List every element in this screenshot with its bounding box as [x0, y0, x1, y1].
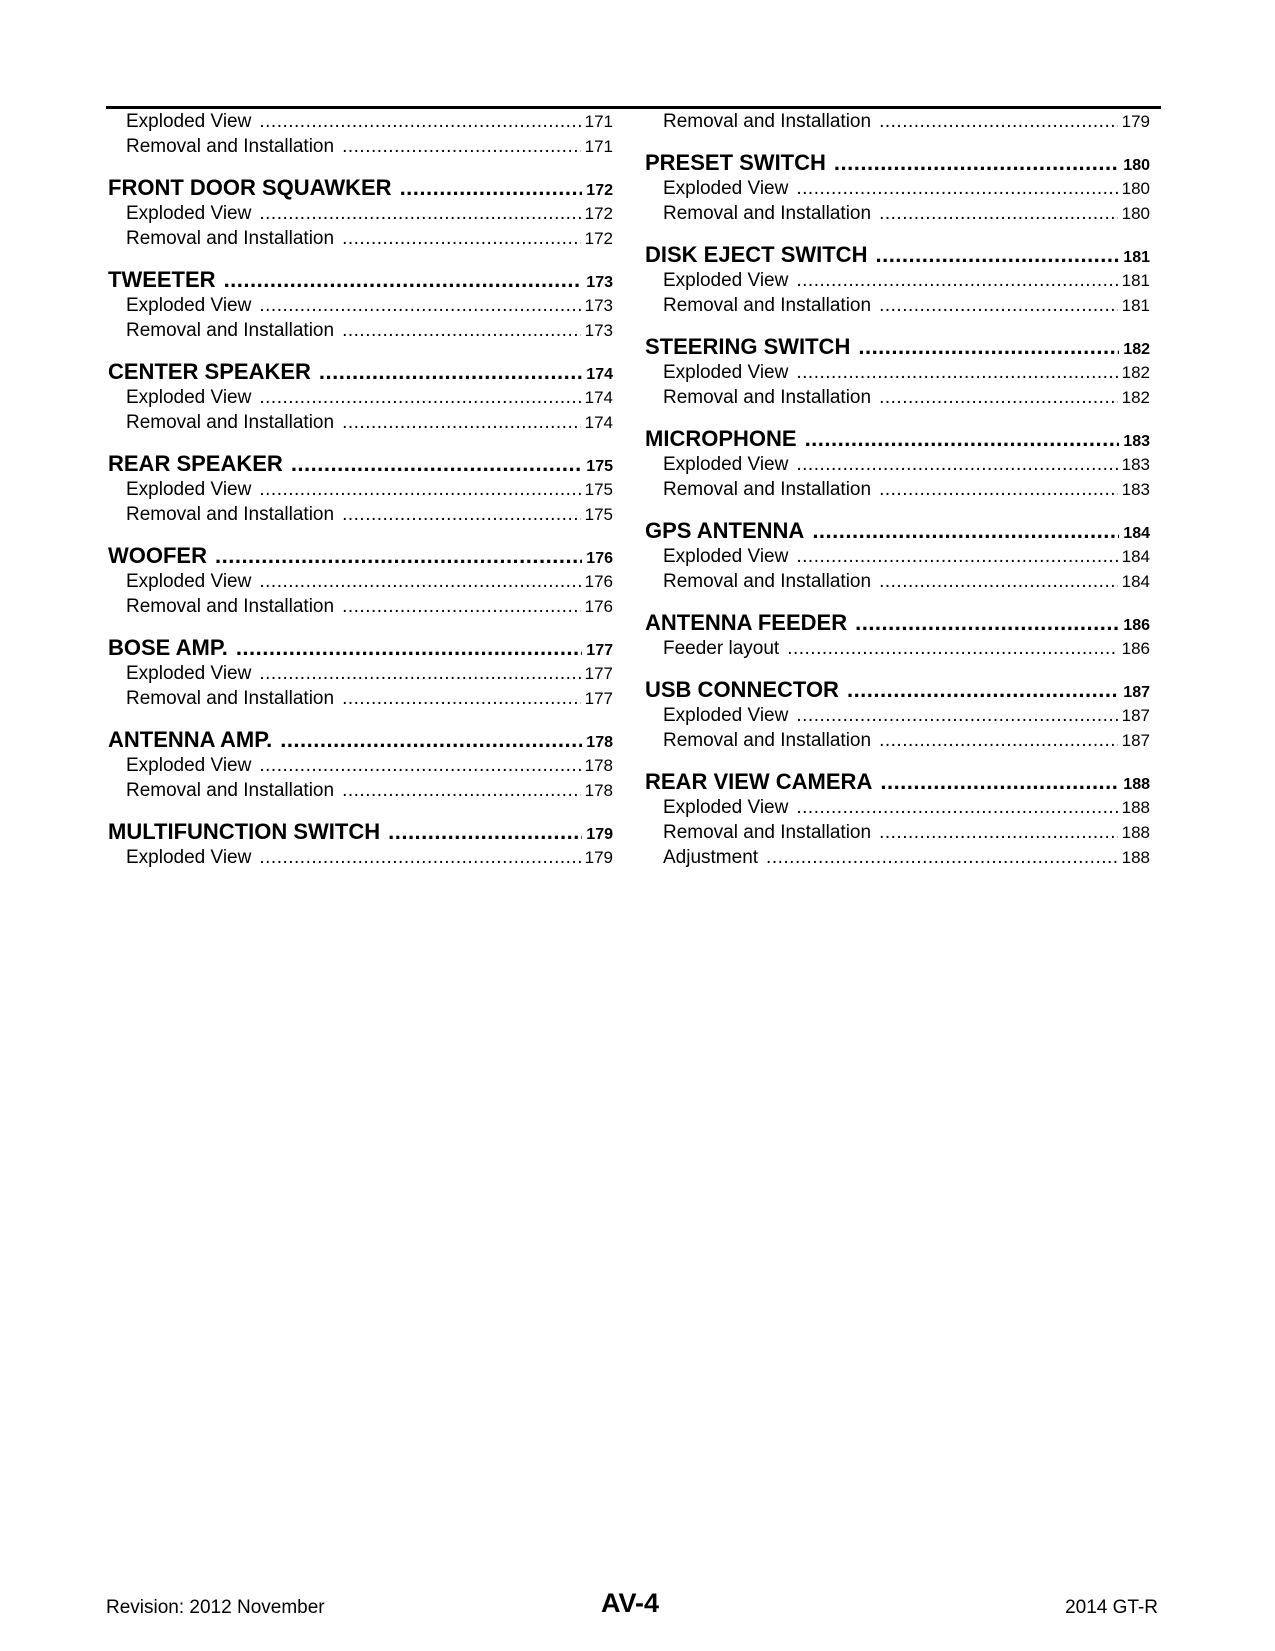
toc-page-number: 172 [584, 229, 613, 248]
toc-entry-title: FRONT DOOR SQUAWKER [108, 175, 392, 200]
toc-page-number: 187 [1123, 684, 1150, 701]
toc-section-heading[interactable] [645, 334, 1150, 360]
toc-section-heading[interactable] [108, 819, 613, 845]
toc-subentry[interactable] [645, 293, 1150, 318]
toc-page-number: 188 [1121, 798, 1150, 817]
toc-page-number: 178 [584, 756, 613, 775]
toc-page-number: 175 [584, 480, 613, 499]
dot-leader [805, 426, 1120, 452]
toc-entry-title: Exploded View [126, 111, 252, 132]
toc-page-number: 179 [1121, 112, 1150, 131]
toc-entry-title: Removal and Installation [663, 295, 872, 316]
toc-section-heading[interactable] [645, 677, 1150, 703]
toc-subentry[interactable] [645, 201, 1150, 226]
toc-entry-title: USB CONNECTOR [645, 677, 839, 702]
dot-leader [342, 318, 581, 343]
dot-leader [796, 544, 1117, 569]
dot-leader [319, 359, 582, 385]
toc-entry-title: Removal and Installation [663, 111, 872, 132]
toc-entry-title: Removal and Installation [663, 730, 872, 751]
toc-page-number: 175 [584, 505, 613, 524]
toc-page-number: 175 [586, 458, 613, 475]
toc-subentry[interactable] [108, 477, 613, 502]
toc-page-number: 180 [1123, 157, 1150, 174]
toc-section-heading[interactable] [645, 769, 1150, 795]
toc-subentry[interactable] [108, 753, 613, 778]
toc-entry-title: ANTENNA FEEDER [645, 610, 848, 635]
toc-entry-title: Exploded View [126, 387, 252, 408]
toc-page-number: 184 [1121, 572, 1150, 591]
dot-leader [259, 477, 580, 502]
toc-subentry[interactable] [108, 410, 613, 435]
toc-subentry[interactable] [108, 594, 613, 619]
dot-leader [879, 728, 1118, 753]
toc-entry-title: ANTENNA AMP. [108, 727, 273, 752]
dot-leader [342, 226, 581, 251]
toc-page-number: 183 [1121, 480, 1150, 499]
toc-entry-title: Adjustment [663, 847, 759, 868]
toc-entry-title: BOSE AMP. [108, 635, 228, 660]
toc-entry-title: Exploded View [663, 797, 789, 818]
toc-subentry[interactable] [645, 820, 1150, 845]
toc-entry-title: MULTIFUNCTION SWITCH [108, 819, 381, 844]
toc-page-number: 173 [586, 274, 613, 291]
dot-leader [388, 819, 582, 845]
toc-page-number: 173 [584, 321, 613, 340]
toc-subentry[interactable] [645, 703, 1150, 728]
toc-subentry[interactable] [645, 176, 1150, 201]
toc-entry-title: Removal and Installation [126, 136, 335, 157]
dot-leader [796, 703, 1117, 728]
dot-leader [847, 677, 1119, 703]
toc-subentry[interactable] [108, 109, 613, 134]
toc-section-heading[interactable] [645, 518, 1150, 544]
dot-leader [215, 543, 582, 569]
toc-page-number: 174 [586, 366, 613, 383]
toc-subentry[interactable] [645, 728, 1150, 753]
dot-leader [879, 293, 1118, 318]
toc-subentry[interactable] [108, 845, 613, 870]
toc-entry-title: Removal and Installation [126, 412, 335, 433]
toc-page-number: 183 [1123, 433, 1150, 450]
toc-section-heading[interactable] [108, 635, 613, 661]
toc-page-number: 186 [1123, 617, 1150, 634]
toc-subentry[interactable] [645, 385, 1150, 410]
toc-page-number: 177 [586, 642, 613, 659]
toc-page-number: 172 [584, 204, 613, 223]
toc-page-number: 178 [584, 781, 613, 800]
toc-section-heading[interactable] [108, 267, 613, 293]
toc-entry-title: GPS ANTENNA [645, 518, 805, 543]
toc-subentry[interactable] [108, 134, 613, 159]
toc-subentry[interactable] [108, 318, 613, 343]
toc-subentry[interactable] [645, 845, 1150, 870]
toc-entry-title: Removal and Installation [126, 596, 335, 617]
toc-page-number: 179 [584, 848, 613, 867]
dot-leader [855, 610, 1119, 636]
toc-section-heading[interactable] [108, 727, 613, 753]
dot-leader [879, 385, 1118, 410]
dot-leader [796, 360, 1117, 385]
dot-leader [812, 518, 1119, 544]
toc-entry-title: TWEETER [108, 267, 216, 292]
toc-page-number: 171 [584, 112, 613, 131]
toc-page-number: 186 [1121, 639, 1150, 658]
dot-leader [224, 267, 583, 293]
dot-leader [259, 293, 580, 318]
toc-page-number: 188 [1121, 848, 1150, 867]
toc-page-number: 184 [1121, 547, 1150, 566]
toc-subentry[interactable] [645, 569, 1150, 594]
toc-entry-title: PRESET SWITCH [645, 150, 826, 175]
toc-page-number: 174 [584, 388, 613, 407]
toc-entry-title: Removal and Installation [663, 479, 872, 500]
toc-left-column [108, 109, 613, 870]
toc-page-number: 178 [586, 734, 613, 751]
toc-page-number: 188 [1123, 776, 1150, 793]
toc-page-number: 187 [1121, 706, 1150, 725]
toc-subentry[interactable] [108, 293, 613, 318]
toc-right-column [645, 109, 1150, 870]
dot-leader [236, 635, 582, 661]
toc-section-heading[interactable] [108, 451, 613, 477]
toc-subentry[interactable] [645, 795, 1150, 820]
toc-entry-title: MICROPHONE [645, 426, 797, 451]
dot-leader [879, 820, 1118, 845]
toc-subentry[interactable] [108, 502, 613, 527]
toc-page-number: 176 [584, 597, 613, 616]
dot-leader [796, 452, 1117, 477]
dot-leader [879, 201, 1118, 226]
toc-entry-title: Exploded View [663, 546, 789, 567]
toc-entry-title: CENTER SPEAKER [108, 359, 311, 384]
toc-entry-title: Exploded View [126, 203, 252, 224]
dot-leader [342, 134, 581, 159]
toc-entry-title: Removal and Installation [663, 822, 872, 843]
toc-subentry[interactable] [108, 569, 613, 594]
toc-subentry[interactable] [645, 636, 1150, 661]
toc-entry-title: Exploded View [126, 571, 252, 592]
toc-subentry[interactable] [645, 544, 1150, 569]
toc-subentry[interactable] [645, 360, 1150, 385]
toc-subentry[interactable] [108, 661, 613, 686]
dot-leader [259, 845, 580, 870]
toc-entry-title: Removal and Installation [126, 228, 335, 249]
dot-leader [796, 268, 1117, 293]
toc-entry-title: Exploded View [663, 178, 789, 199]
toc-subentry[interactable] [108, 686, 613, 711]
dot-leader [259, 569, 580, 594]
dot-leader [342, 502, 581, 527]
toc-section-heading[interactable] [645, 426, 1150, 452]
toc-entry-title: Exploded View [663, 454, 789, 475]
toc-subentry[interactable] [645, 477, 1150, 502]
toc-entry-title: Removal and Installation [126, 688, 335, 709]
toc-page-number: 182 [1121, 363, 1150, 382]
toc-page-number: 180 [1121, 204, 1150, 223]
toc-entry-title: Exploded View [126, 847, 252, 868]
toc-page-number: 176 [586, 550, 613, 567]
toc-entry-title: Exploded View [663, 705, 789, 726]
toc-subentry[interactable] [645, 109, 1150, 134]
toc-section-heading[interactable] [108, 359, 613, 385]
toc-entry-title: Removal and Installation [663, 571, 872, 592]
dot-leader [259, 661, 580, 686]
toc-entry-title: Exploded View [126, 755, 252, 776]
dot-leader [880, 769, 1119, 795]
toc-subentry[interactable] [108, 226, 613, 251]
footer-revision: Revision: 2012 November [106, 1597, 325, 1618]
dot-leader [342, 594, 581, 619]
toc-page-number: 184 [1123, 525, 1150, 542]
dot-leader [879, 109, 1118, 134]
toc-page-number: 177 [584, 664, 613, 683]
toc-entry-title: Removal and Installation [663, 203, 872, 224]
toc-section-heading[interactable] [645, 242, 1150, 268]
toc-page-number: 183 [1121, 455, 1150, 474]
toc-entry-title: Exploded View [663, 362, 789, 383]
dot-leader [879, 477, 1118, 502]
toc-section-heading[interactable] [645, 150, 1150, 176]
dot-leader [858, 334, 1119, 360]
toc-page-number: 172 [586, 182, 613, 199]
toc-entry-title: Removal and Installation [126, 504, 335, 525]
toc-page-number: 181 [1123, 249, 1150, 266]
toc-entry-title: Exploded View [126, 663, 252, 684]
toc-page-number: 171 [584, 137, 613, 156]
dot-leader [291, 451, 582, 477]
toc-subentry[interactable] [108, 778, 613, 803]
toc-page-number: 182 [1123, 341, 1150, 358]
toc-subentry[interactable] [645, 452, 1150, 477]
dot-leader [259, 201, 580, 226]
toc-subentry[interactable] [645, 268, 1150, 293]
toc-section-heading[interactable] [645, 610, 1150, 636]
dot-leader [834, 150, 1119, 176]
dot-leader [280, 727, 582, 753]
footer-page-code: AV-4 [601, 1588, 660, 1618]
toc-entry-title: Exploded View [126, 295, 252, 316]
toc-page-number: 173 [584, 296, 613, 315]
dot-leader [259, 753, 580, 778]
toc-page-number: 187 [1121, 731, 1150, 750]
toc-section-heading[interactable] [108, 543, 613, 569]
toc-subentry[interactable] [108, 385, 613, 410]
dot-leader [766, 845, 1118, 870]
footer-model: 2014 GT-R [1065, 1597, 1158, 1618]
toc-section-heading[interactable] [108, 175, 613, 201]
dot-leader [796, 176, 1117, 201]
dot-leader [796, 795, 1117, 820]
toc-entry-title: Exploded View [126, 479, 252, 500]
toc-entry-title: REAR SPEAKER [108, 451, 283, 476]
dot-leader [879, 569, 1118, 594]
toc-entry-title: DISK EJECT SWITCH [645, 242, 868, 267]
toc-entry-title: Removal and Installation [663, 387, 872, 408]
dot-leader [400, 175, 583, 201]
toc-entry-title: WOOFER [108, 543, 207, 568]
toc-page-number: 176 [584, 572, 613, 591]
toc-page-number: 182 [1121, 388, 1150, 407]
toc-page-number: 181 [1121, 296, 1150, 315]
toc-page-number: 174 [584, 413, 613, 432]
dot-leader [875, 242, 1119, 268]
toc-entry-title: REAR VIEW CAMERA [645, 769, 873, 794]
dot-leader [342, 410, 581, 435]
dot-leader [342, 686, 581, 711]
toc-page-number: 177 [584, 689, 613, 708]
toc-page-number: 180 [1121, 179, 1150, 198]
dot-leader [259, 109, 580, 134]
toc-subentry[interactable] [108, 201, 613, 226]
toc-entry-title: Exploded View [663, 270, 789, 291]
toc-page-number: 179 [586, 826, 613, 843]
toc-entry-title: Removal and Installation [126, 780, 335, 801]
toc-entry-title: STEERING SWITCH [645, 334, 851, 359]
dot-leader [259, 385, 580, 410]
toc-page-number: 181 [1121, 271, 1150, 290]
toc-page-number: 188 [1121, 823, 1150, 842]
toc-entry-title: Removal and Installation [126, 320, 335, 341]
dot-leader [342, 778, 581, 803]
dot-leader [787, 636, 1117, 661]
toc-entry-title: Feeder layout [663, 638, 780, 659]
